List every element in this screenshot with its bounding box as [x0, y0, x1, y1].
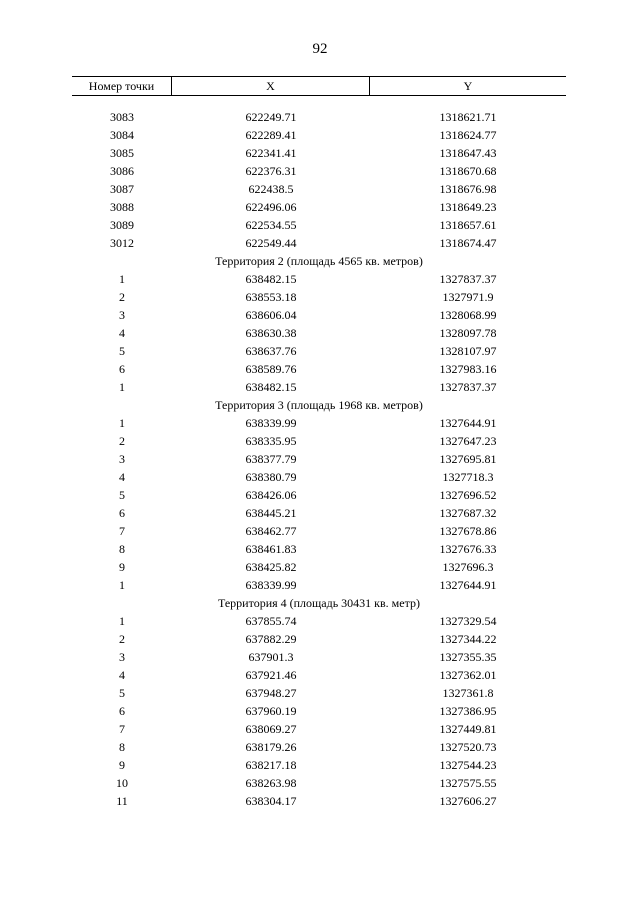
header-point-number: Номер точки [72, 77, 172, 95]
table-row [72, 342, 566, 360]
section-title: Территория 3 (площадь 1968 кв. метров) [215, 398, 423, 412]
point-number-cell: 3089 [110, 218, 134, 232]
table-row [72, 468, 566, 486]
y-cell: 1327386.95 [439, 704, 497, 718]
table-row [72, 684, 566, 702]
point-number-cell: 9 [119, 758, 125, 772]
y-cell: 1327355.35 [439, 650, 497, 664]
y-cell: 1327361.8 [442, 686, 494, 700]
header-x: X [172, 77, 370, 95]
y-cell: 1318674.47 [439, 236, 497, 250]
point-number-cell: 5 [119, 344, 125, 358]
table-row [72, 180, 566, 198]
point-number-cell: 11 [116, 794, 128, 808]
table-row [72, 306, 566, 324]
x-cell: 638462.77 [245, 524, 297, 538]
x-cell: 622289.41 [245, 128, 297, 142]
x-cell: 622376.31 [245, 164, 297, 178]
y-cell: 1318676.98 [439, 182, 497, 196]
header-y: Y [463, 79, 473, 93]
y-cell: 1327983.16 [439, 362, 497, 376]
table-row [72, 720, 566, 738]
point-number-cell: 3 [119, 452, 125, 466]
x-cell: 638606.04 [245, 308, 297, 322]
y-cell: 1327644.91 [439, 416, 497, 430]
point-number-cell: 1 [119, 380, 125, 394]
y-cell: 1327971.9 [442, 290, 494, 304]
point-number-cell: 3088 [110, 200, 134, 214]
x-cell: 637882.29 [245, 632, 297, 646]
table-row [72, 450, 566, 468]
x-cell: 638304.17 [245, 794, 297, 808]
table-row [72, 576, 566, 594]
section-title: Территория 2 (площадь 4565 кв. метров) [215, 254, 423, 268]
y-cell: 1327575.55 [439, 776, 497, 790]
x-cell: 638335.95 [245, 434, 297, 448]
table-row [72, 486, 566, 504]
point-number-cell: 9 [119, 560, 125, 574]
table-row [72, 558, 566, 576]
x-cell: 638339.99 [245, 416, 297, 430]
x-cell: 638482.15 [245, 272, 297, 286]
table-row [72, 522, 566, 540]
table-row [72, 792, 566, 810]
table-row [72, 738, 566, 756]
y-cell: 1327544.23 [439, 758, 497, 772]
table-row [72, 648, 566, 666]
page-number: 92 [312, 41, 328, 57]
point-number-cell: 5 [119, 686, 125, 700]
y-cell: 1327696.52 [439, 488, 497, 502]
table-row [72, 414, 566, 432]
y-cell: 1327520.73 [439, 740, 497, 754]
coordinates-table [72, 76, 566, 810]
x-cell: 638426.06 [245, 488, 297, 502]
point-number-cell: 8 [119, 542, 125, 556]
y-cell: 1327676.33 [439, 542, 497, 556]
table-row [72, 540, 566, 558]
x-cell: 622341.41 [245, 146, 297, 160]
y-cell: 1327344.22 [439, 632, 497, 646]
table-row [72, 360, 566, 378]
point-number-cell: 3085 [110, 146, 134, 160]
x-cell: 638461.83 [245, 542, 297, 556]
point-number-cell: 1 [119, 614, 125, 628]
point-number-cell: 3 [119, 308, 125, 322]
table-row [72, 774, 566, 792]
y-cell: 1318624.77 [439, 128, 497, 142]
section-title: Территория 4 (площадь 30431 кв. метр) [217, 596, 420, 610]
point-number-cell: 3086 [110, 164, 134, 178]
point-number-cell: 3012 [110, 236, 134, 250]
y-cell: 1318647.43 [439, 146, 497, 160]
y-cell: 1327837.37 [439, 272, 497, 286]
table-row [72, 702, 566, 720]
point-number-cell: 2 [119, 632, 125, 646]
x-cell: 637855.74 [245, 614, 297, 628]
x-cell: 638589.76 [245, 362, 297, 376]
point-number-cell: 4 [119, 668, 125, 682]
y-cell: 1327678.86 [439, 524, 497, 538]
x-cell: 638263.98 [245, 776, 297, 790]
x-cell: 638380.79 [245, 470, 297, 484]
x-cell: 637960.19 [245, 704, 297, 718]
point-number-cell: 1 [119, 272, 125, 286]
y-cell: 1327644.91 [439, 578, 497, 592]
point-number-cell: 3087 [110, 182, 134, 196]
x-cell: 622549.44 [245, 236, 297, 250]
point-number-cell: 2 [119, 290, 125, 304]
point-number-cell: 8 [119, 740, 125, 754]
point-number-cell: 1 [119, 578, 125, 592]
x-cell: 638179.26 [245, 740, 297, 754]
table-row [72, 666, 566, 684]
y-cell: 1328097.78 [439, 326, 497, 340]
x-cell: 638553.18 [245, 290, 297, 304]
table-row [72, 162, 566, 180]
x-cell: 638637.76 [245, 344, 297, 358]
point-number-cell: 4 [119, 326, 125, 340]
y-cell: 1327696.3 [442, 560, 494, 574]
y-cell: 1327837.37 [439, 380, 497, 394]
point-number-cell: 3 [119, 650, 125, 664]
x-cell: 622496.06 [245, 200, 297, 214]
x-cell: 637921.46 [245, 668, 297, 682]
table-row [72, 198, 566, 216]
point-number-cell: 6 [119, 704, 125, 718]
table-row [72, 288, 566, 306]
x-cell: 622438.5 [248, 182, 294, 196]
table-row [72, 216, 566, 234]
y-cell: 1327362.01 [439, 668, 497, 682]
x-cell: 638339.99 [245, 578, 297, 592]
y-cell: 1318657.61 [439, 218, 497, 232]
y-cell: 1327695.81 [439, 452, 497, 466]
x-cell: 637948.27 [245, 686, 297, 700]
point-number-cell: 7 [119, 722, 125, 736]
point-number-cell: 3084 [110, 128, 134, 142]
x-cell: 622249.71 [245, 110, 297, 124]
y-cell: 1327718.3 [442, 470, 494, 484]
x-cell: 638425.82 [245, 560, 297, 574]
point-number-cell: 10 [116, 776, 128, 790]
x-cell: 638630.38 [245, 326, 297, 340]
y-cell: 1327329.54 [439, 614, 497, 628]
point-number-cell: 4 [119, 470, 125, 484]
table-row [72, 612, 566, 630]
point-number-cell: 3083 [110, 110, 134, 124]
point-number-cell: 6 [119, 362, 125, 376]
table-row [72, 126, 566, 144]
x-cell: 638445.21 [245, 506, 297, 520]
point-number-cell: 2 [119, 434, 125, 448]
table-row [72, 108, 566, 126]
table-row [72, 630, 566, 648]
y-cell: 1327606.27 [439, 794, 497, 808]
y-cell: 1327449.81 [439, 722, 497, 736]
table-row [72, 324, 566, 342]
y-cell: 1318670.68 [439, 164, 497, 178]
table-row [72, 270, 566, 288]
table-row [72, 234, 566, 252]
x-cell: 637901.3 [248, 650, 294, 664]
y-cell: 1318621.71 [439, 110, 497, 124]
x-cell: 638217.18 [245, 758, 297, 772]
table-row [72, 432, 566, 450]
y-cell: 1318649.23 [439, 200, 497, 214]
table-row [72, 504, 566, 522]
x-cell: 638377.79 [245, 452, 297, 466]
point-number-cell: 7 [119, 524, 125, 538]
y-cell: 1327687.32 [439, 506, 497, 520]
table-row [72, 144, 566, 162]
table-row [72, 756, 566, 774]
table-body [72, 108, 566, 810]
x-cell: 638482.15 [245, 380, 297, 394]
table-row [72, 378, 566, 396]
table-header [72, 76, 566, 96]
point-number-cell: 1 [119, 416, 125, 430]
x-cell: 622534.55 [245, 218, 297, 232]
point-number-cell: 5 [119, 488, 125, 502]
y-cell: 1328107.97 [439, 344, 497, 358]
point-number-cell: 6 [119, 506, 125, 520]
x-cell: 638069.27 [245, 722, 297, 736]
y-cell: 1328068.99 [439, 308, 497, 322]
y-cell: 1327647.23 [439, 434, 497, 448]
